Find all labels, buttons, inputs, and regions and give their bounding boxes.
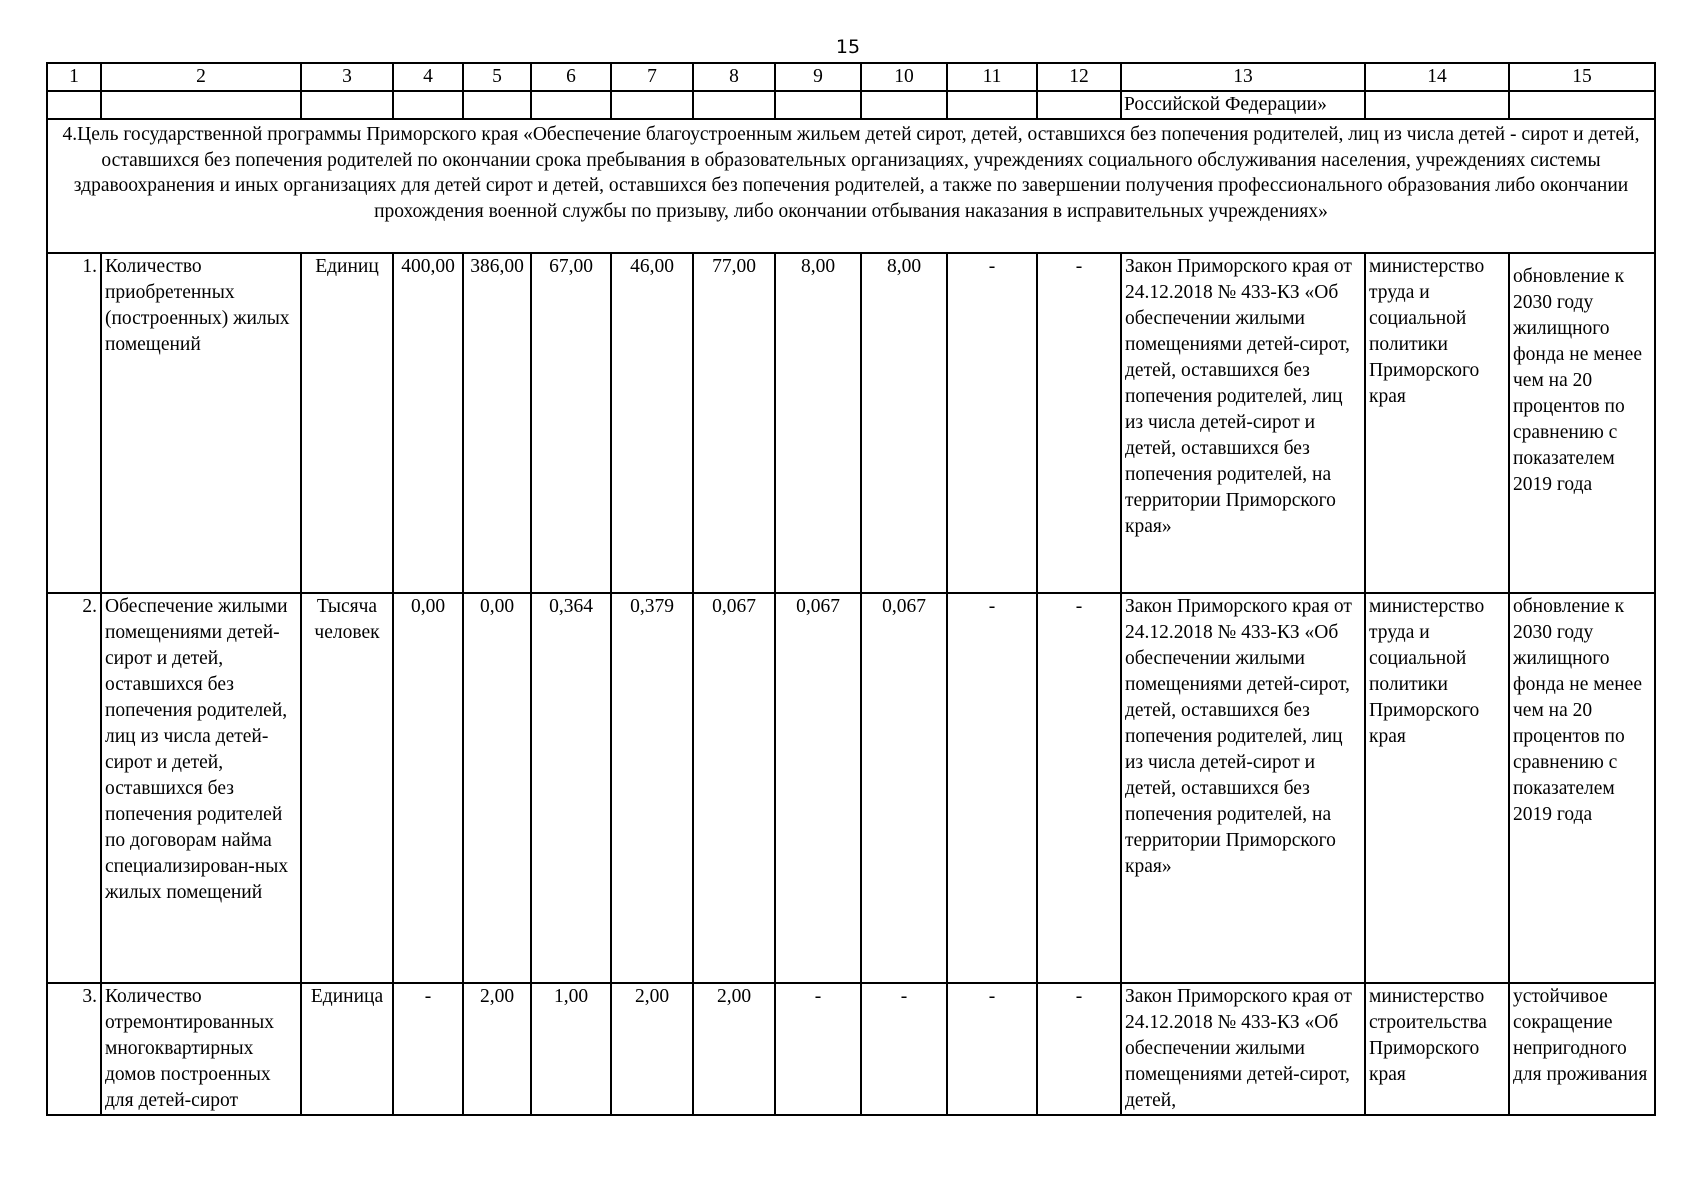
law-reference: Закон Приморского края от 24.12.2018 № 433-КЗ «Об обеспечении жилыми помещениями детей-сирот, детей, (1121, 983, 1365, 1115)
row-number: 3. (47, 983, 101, 1115)
law-reference: Закон Приморского края от 24.12.2018 № 433-КЗ «Об обеспечении жилыми помещениями детей-сирот, детей, оставшихся без попечения родителей, лиц из числа детей-сирот и детей, оставшихся без попечения родителей, на территории Приморского края» (1121, 593, 1365, 983)
table-row (47, 253, 1655, 593)
goal-row (47, 119, 1655, 253)
value-cell: 0,00 (463, 593, 531, 983)
value-cell: 0,067 (861, 593, 947, 983)
column-header: 8 (693, 63, 775, 91)
value-cell: - (1037, 593, 1121, 983)
indicators-table (46, 62, 1656, 1116)
value-cell: 67,00 (531, 253, 611, 593)
unit: Единица (301, 983, 393, 1115)
expected-result: обновление к 2030 году жилищного фонда не менее чем на 20 процентов по сравнению с показателем 2019 года (1509, 593, 1655, 983)
column-header: 5 (463, 63, 531, 91)
expected-result: устойчивое сокращение непригодного для проживания (1509, 983, 1655, 1115)
table-row (47, 593, 1655, 983)
goal-text: 4.Цель государственной программы Приморского края «Обеспечение благоустроенным жильем детей сирот, детей, оставшихся без попечения родителей, лиц из числа детей - сирот и детей, оставшихся без попечения родителей по окончании срока пребывания в образовательных организациях, учреждениях социального обслуживания населения, учреждениях системы здравоохранения и иных организациях для детей сирот и детей, оставшихся без попечения родителей, а также по завершении получения профессионального образования либо окончании прохождения военной службы по призыву, либо окончании отбывания наказания в исправительных учреждениях» (47, 119, 1655, 253)
value-cell: 2,00 (463, 983, 531, 1115)
continuation-row (47, 91, 1655, 119)
value-cell: - (947, 253, 1037, 593)
column-header: 6 (531, 63, 611, 91)
continuation-text: Российской Федерации» (1121, 91, 1365, 119)
column-header: 14 (1365, 63, 1509, 91)
value-cell: 77,00 (693, 253, 775, 593)
column-header: 10 (861, 63, 947, 91)
value-cell: - (1037, 253, 1121, 593)
value-cell: 8,00 (861, 253, 947, 593)
value-cell: 8,00 (775, 253, 861, 593)
value-cell: 2,00 (611, 983, 693, 1115)
column-header: 4 (393, 63, 463, 91)
value-cell: - (1037, 983, 1121, 1115)
table-row (47, 983, 1655, 1115)
column-number-row (47, 63, 1655, 91)
value-cell: - (775, 983, 861, 1115)
value-cell: 0,067 (775, 593, 861, 983)
unit: Единиц (301, 253, 393, 593)
value-cell: - (947, 593, 1037, 983)
law-reference: Закон Приморского края от 24.12.2018 № 433-КЗ «Об обеспечении жилыми помещениями детей-сирот, детей, оставшихся без попечения родителей, лиц из числа детей-сирот и детей, оставшихся без попечения родителей, на территории Приморского края» (1121, 253, 1365, 593)
value-cell: 0,067 (693, 593, 775, 983)
indicator-name: Количество приобретенных (построенных) жилых помещений (101, 253, 301, 593)
column-header: 15 (1509, 63, 1655, 91)
value-cell: 400,00 (393, 253, 463, 593)
responsible-body: министерство строительства Приморского края (1365, 983, 1509, 1115)
row-number: 1. (47, 253, 101, 593)
indicator-name: Количество отремонтированных многоквартирных домов построенных для детей-сирот (101, 983, 301, 1115)
value-cell: - (393, 983, 463, 1115)
column-header: 12 (1037, 63, 1121, 91)
value-cell: - (861, 983, 947, 1115)
value-cell: - (947, 983, 1037, 1115)
value-cell: 1,00 (531, 983, 611, 1115)
page-number: 15 (835, 36, 861, 58)
unit: Тысяча человек (301, 593, 393, 983)
column-header: 11 (947, 63, 1037, 91)
column-header: 13 (1121, 63, 1365, 91)
value-cell: 386,00 (463, 253, 531, 593)
value-cell: 2,00 (693, 983, 775, 1115)
value-cell: 0,364 (531, 593, 611, 983)
column-header: 9 (775, 63, 861, 91)
column-header: 2 (101, 63, 301, 91)
expected-result: обновление к 2030 году жилищного фонда не менее чем на 20 процентов по сравнению с показателем 2019 года (1509, 253, 1655, 593)
column-header: 7 (611, 63, 693, 91)
column-header: 1 (47, 63, 101, 91)
responsible-body: министерство труда и социальной политики Приморского края (1365, 253, 1509, 593)
value-cell: 0,379 (611, 593, 693, 983)
value-cell: 46,00 (611, 253, 693, 593)
column-header: 3 (301, 63, 393, 91)
value-cell: 0,00 (393, 593, 463, 983)
row-number: 2. (47, 593, 101, 983)
responsible-body: министерство труда и социальной политики Приморского края (1365, 593, 1509, 983)
indicator-name: Обеспечение жилыми помещениями детей-сирот и детей, оставшихся без попечения родителей, лиц из числа детей-сирот и детей, оставшихся без попечения родителей по договорам найма специализирован-ных жилых помещений (101, 593, 301, 983)
